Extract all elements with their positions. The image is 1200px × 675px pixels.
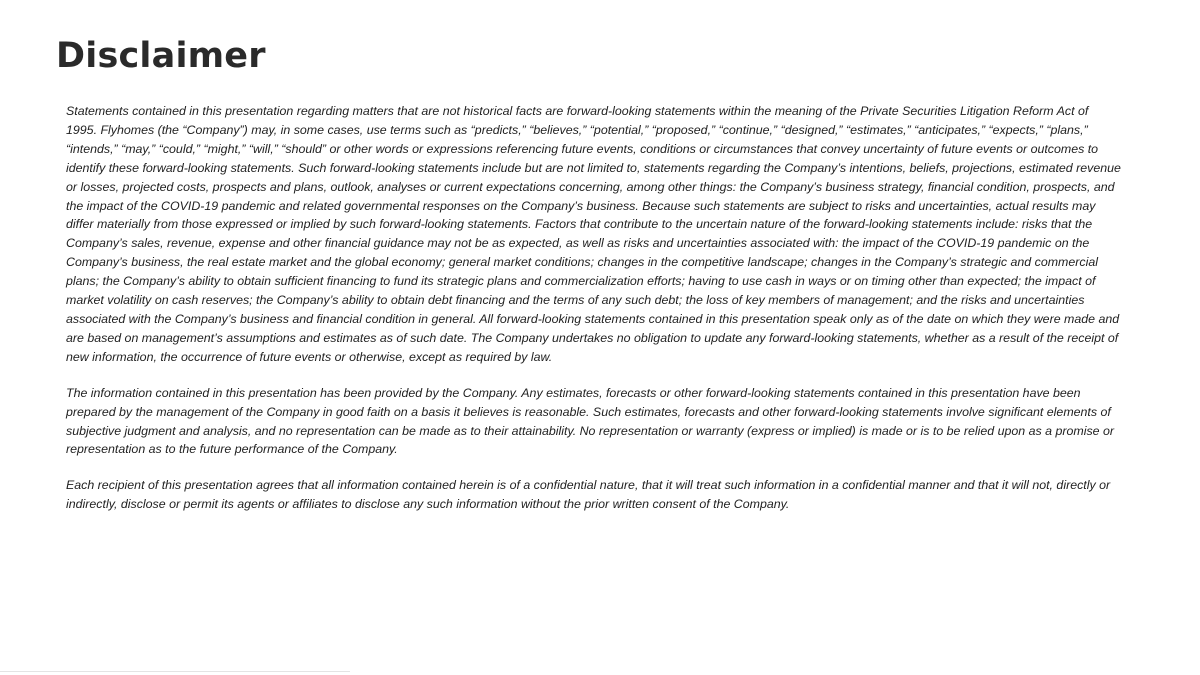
forward-looking-statements-paragraph: Statements contained in this presentation regarding matters that are not historical facts are forward-looking statements within the meaning of the Private Securities Litigation Reform Act of 1995. Flyhomes (the “Company”) may, in some cases, use terms such as “predicts,” “believes,” “potential,” “proposed,” “continue,” “designed,” “estimates,” “anticipates,” “expects,” “plans,” “intends,” “may,” “could,” “might,” “will,” “should” or other words or expressions referencing future events, conditions or circumstances that convey uncertainty of future events or outcomes to identify these forward-looking statements. Such forward-looking statements include but are not limited to, statements regarding the Company’s intentions, beliefs, projections, estimated revenue or losses, projected costs, prospects and plans, outlook, analyses or current expectations concerning, among other things: the Company’s business strategy, financial condition, prospects, and the impact of the COVID-19 pandemic and related governmental responses on the Company’s business. Because such statements are subject to risks and uncertainties, actual results may differ materially from those expressed or implied by such forward-looking statements. Factors that contribute to the uncertain nature of the forward-looking statements include: risks that the Company’s sales, revenue, expense and other financial guidance may not be as expected, as well as risks and uncertainties associated with: the impact of the COVID-19 pandemic on the Company’s business, the real estate market and the global economy; general market conditions; changes in the competitive landscape; changes in the Company’s strategic and commercial plans; the Company’s ability to obtain sufficient financing to fund its strategic plans and commercialization efforts; having to use cash in ways or on timing other than expected; the impact of market volatility on cash reserves; the Company’s ability to obtain debt financing and the terms of any such debt; the loss of key members of management; and the risks and uncertainties associated with the Company’s business and financial condition in general. All forward-looking statements contained in this presentation speak only as of the date on which they were made and are based on management’s assumptions and estimates as of such date. The Company undertakes no obligation to update any forward-looking statements, whether as a result of the receipt of new information, the occurrence of future events or otherwise, except as required by law. [66, 104, 1121, 364]
disclaimer-body [66, 102, 1122, 514]
slide-title: Disclaimer [56, 36, 266, 76]
bottom-divider [0, 671, 350, 672]
confidentiality-paragraph: Each recipient of this presentation agrees that all information contained herein is of a confidential nature, that it will treat such information in a confidential manner and that it will not, directly or indirectly, disclose or permit its agents or affiliates to disclose any such information without the prior written consent of the Company. [66, 478, 1111, 512]
information-provided-paragraph: The information contained in this presentation has been provided by the Company. Any estimates, forecasts or other forward-looking statements contained in this presentation have been prepared by the management of the Company in good faith on a basis it believes is reasonable. Such estimates, forecasts and other forward-looking statements involve significant elements of subjective judgment and analysis, and no representation can be made as to their attainability. No representation or warranty (express or implied) is made or is to be relied upon as a promise or representation as to the future performance of the Company. [66, 385, 1115, 457]
